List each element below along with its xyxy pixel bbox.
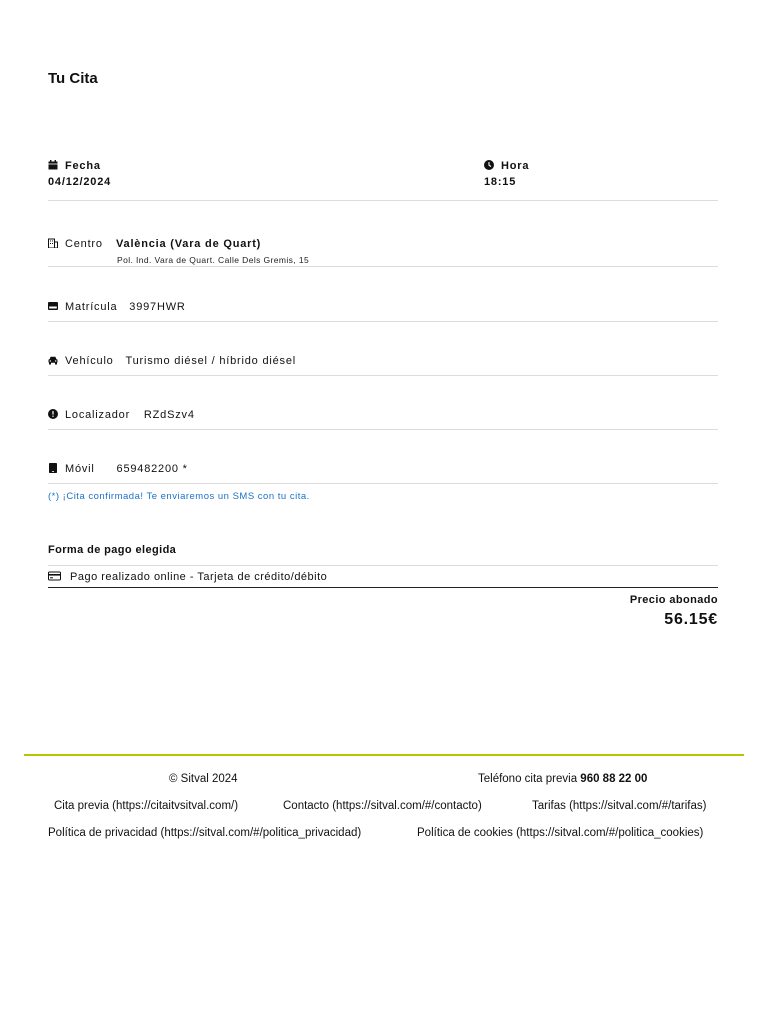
- centro-label: Centro: [65, 238, 103, 250]
- footer-link-privacidad[interactable]: Política de privacidad (https://sitval.com/#/politica_privacidad): [48, 827, 362, 839]
- price-value: 56.15€: [664, 611, 718, 628]
- footer-divider: [24, 754, 744, 756]
- footer-phone-label: Teléfono cita previa: [478, 773, 578, 785]
- credit-card-icon: [48, 571, 61, 581]
- hora-label: Hora: [501, 160, 530, 172]
- fecha-block: [48, 160, 111, 188]
- hora-block: [484, 160, 529, 188]
- localizador-label: Localizador: [65, 409, 131, 421]
- divider: [48, 565, 718, 566]
- localizador-row: [48, 409, 718, 421]
- price-label: Precio abonado: [629, 594, 718, 606]
- payment-section-title: Forma de pago elegida: [48, 544, 177, 556]
- payment-method-row: [48, 571, 718, 583]
- divider: [48, 587, 718, 588]
- centro-address: Pol. Ind. Vara de Quart. Calle Dels Gremis, 15: [117, 255, 310, 265]
- footer-link-cookies[interactable]: Política de cookies (https://sitval.com/#/politica_cookies): [417, 827, 704, 839]
- info-icon: [48, 409, 58, 419]
- footer-link-cita-previa[interactable]: Cita previa (https://citaitvsitval.com/): [54, 800, 239, 812]
- vehiculo-value: Turismo diésel / híbrido diésel: [125, 355, 296, 367]
- footer-phone: [478, 773, 647, 785]
- fecha-label: Fecha: [65, 160, 101, 172]
- clock-icon: [484, 160, 494, 170]
- matricula-label: Matrícula: [65, 301, 118, 313]
- car-icon: [48, 355, 58, 365]
- localizador-value: RZdSzv4: [143, 409, 195, 421]
- payment-method: Pago realizado online - Tarjeta de crédito/débito: [70, 571, 328, 583]
- building-icon: [48, 238, 58, 248]
- vehiculo-row: [48, 355, 718, 367]
- centro-name: València (Vara de Quart): [116, 238, 262, 250]
- movil-label: Móvil: [65, 463, 95, 475]
- matricula-value: 3997HWR: [129, 301, 186, 313]
- fecha-value: 04/12/2024: [48, 176, 112, 188]
- confirmation-note: (*) ¡Cita confirmada! Te enviaremos un SMS con tu cita.: [48, 491, 310, 502]
- centro-row: [48, 234, 718, 265]
- footer-link-contacto[interactable]: Contacto (https://sitval.com/#/contacto): [283, 800, 482, 812]
- divider: [48, 483, 718, 484]
- vehiculo-label: Vehículo: [65, 355, 114, 367]
- divider: [48, 266, 718, 267]
- page-title: Tu Cita: [48, 70, 98, 87]
- hora-value: 18:15: [484, 176, 517, 188]
- movil-row: [48, 463, 718, 475]
- footer-copyright: © Sitval 2024: [169, 773, 238, 785]
- divider: [48, 200, 718, 201]
- divider: [48, 321, 718, 322]
- footer-phone-number[interactable]: 960 88 22 00: [580, 773, 648, 785]
- divider: [48, 375, 718, 376]
- license-plate-icon: [48, 301, 58, 311]
- footer-link-tarifas[interactable]: Tarifas (https://sitval.com/#/tarifas): [532, 800, 707, 812]
- calendar-icon: [48, 160, 58, 170]
- matricula-row: [48, 301, 718, 313]
- movil-value: 659482200 *: [116, 463, 188, 475]
- mobile-icon: [48, 463, 58, 473]
- divider: [48, 429, 718, 430]
